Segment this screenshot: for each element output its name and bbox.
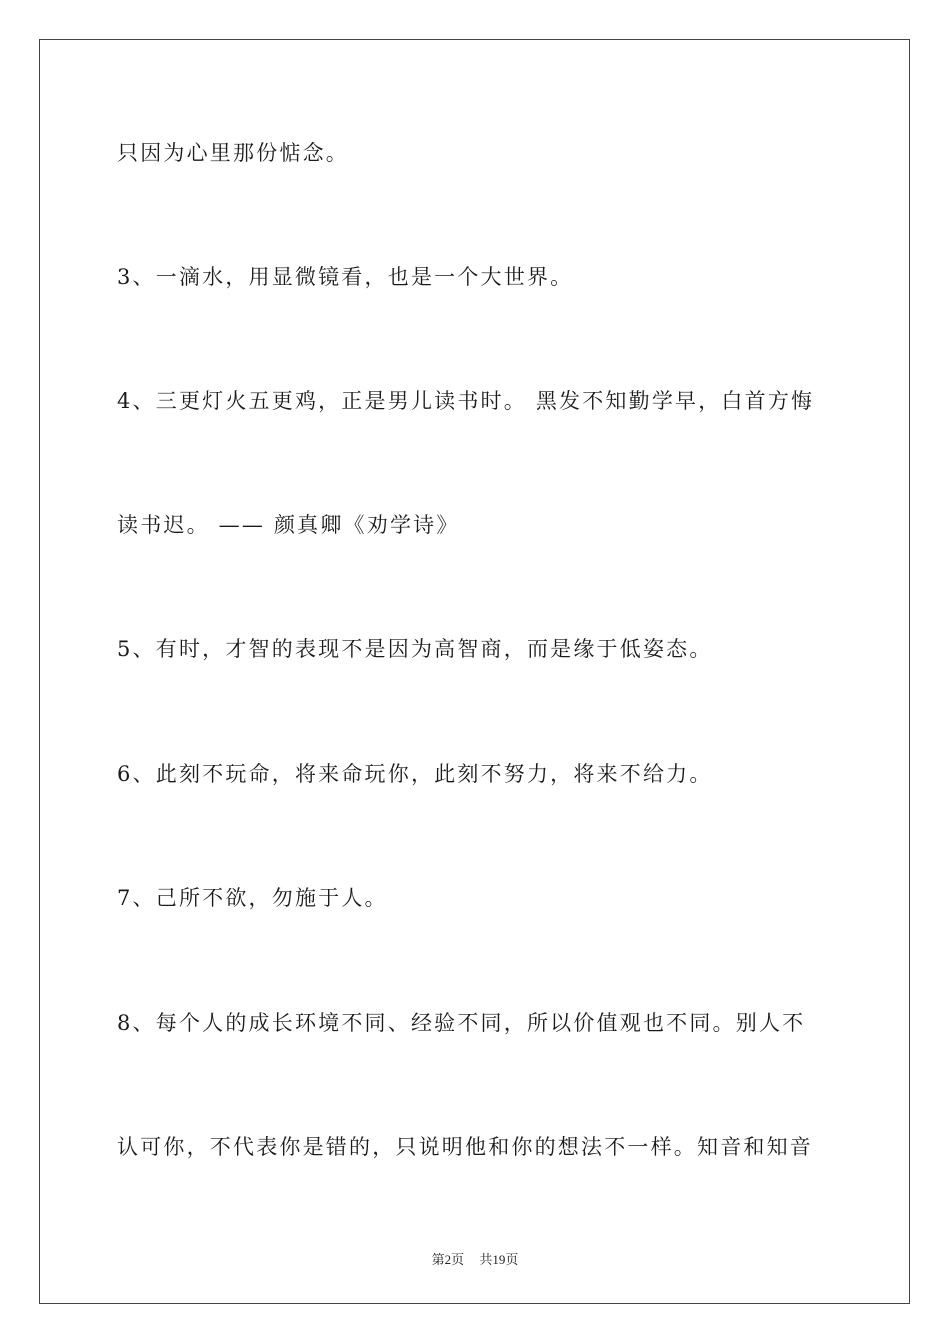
text-line-5: 5、有时，才智的表现不是因为高智商，而是缘于低姿态。 xyxy=(117,637,713,661)
text-line-7: 7、己所不欲，勿施于人。 xyxy=(117,886,388,910)
page-footer xyxy=(0,1249,950,1268)
text-line-2: 3、一滴水，用显微镜看，也是一个大世界。 xyxy=(117,265,574,289)
page-number: 第2页 xyxy=(431,1252,465,1267)
text-line-8: 8、每个人的成长环境不同、经验不同，所以价值观也不同。别人不 xyxy=(117,1011,806,1035)
page-total: 共19页 xyxy=(479,1252,519,1267)
text-line-6: 6、此刻不玩命，将来命玩你，此刻不努力，将来不给力。 xyxy=(117,762,713,786)
text-line-1: 只因为心里那份惦念。 xyxy=(117,141,349,165)
text-line-9: 认可你，不代表你是错的，只说明他和你的想法不一样。知音和知音 xyxy=(117,1135,813,1159)
text-line-4: 读书迟。 —— 颜真卿《劝学诗》 xyxy=(117,513,460,537)
page-border xyxy=(39,39,910,1304)
text-line-3: 4、三更灯火五更鸡，正是男儿读书时。 黑发不知勤学早，白首方悔 xyxy=(117,389,815,413)
